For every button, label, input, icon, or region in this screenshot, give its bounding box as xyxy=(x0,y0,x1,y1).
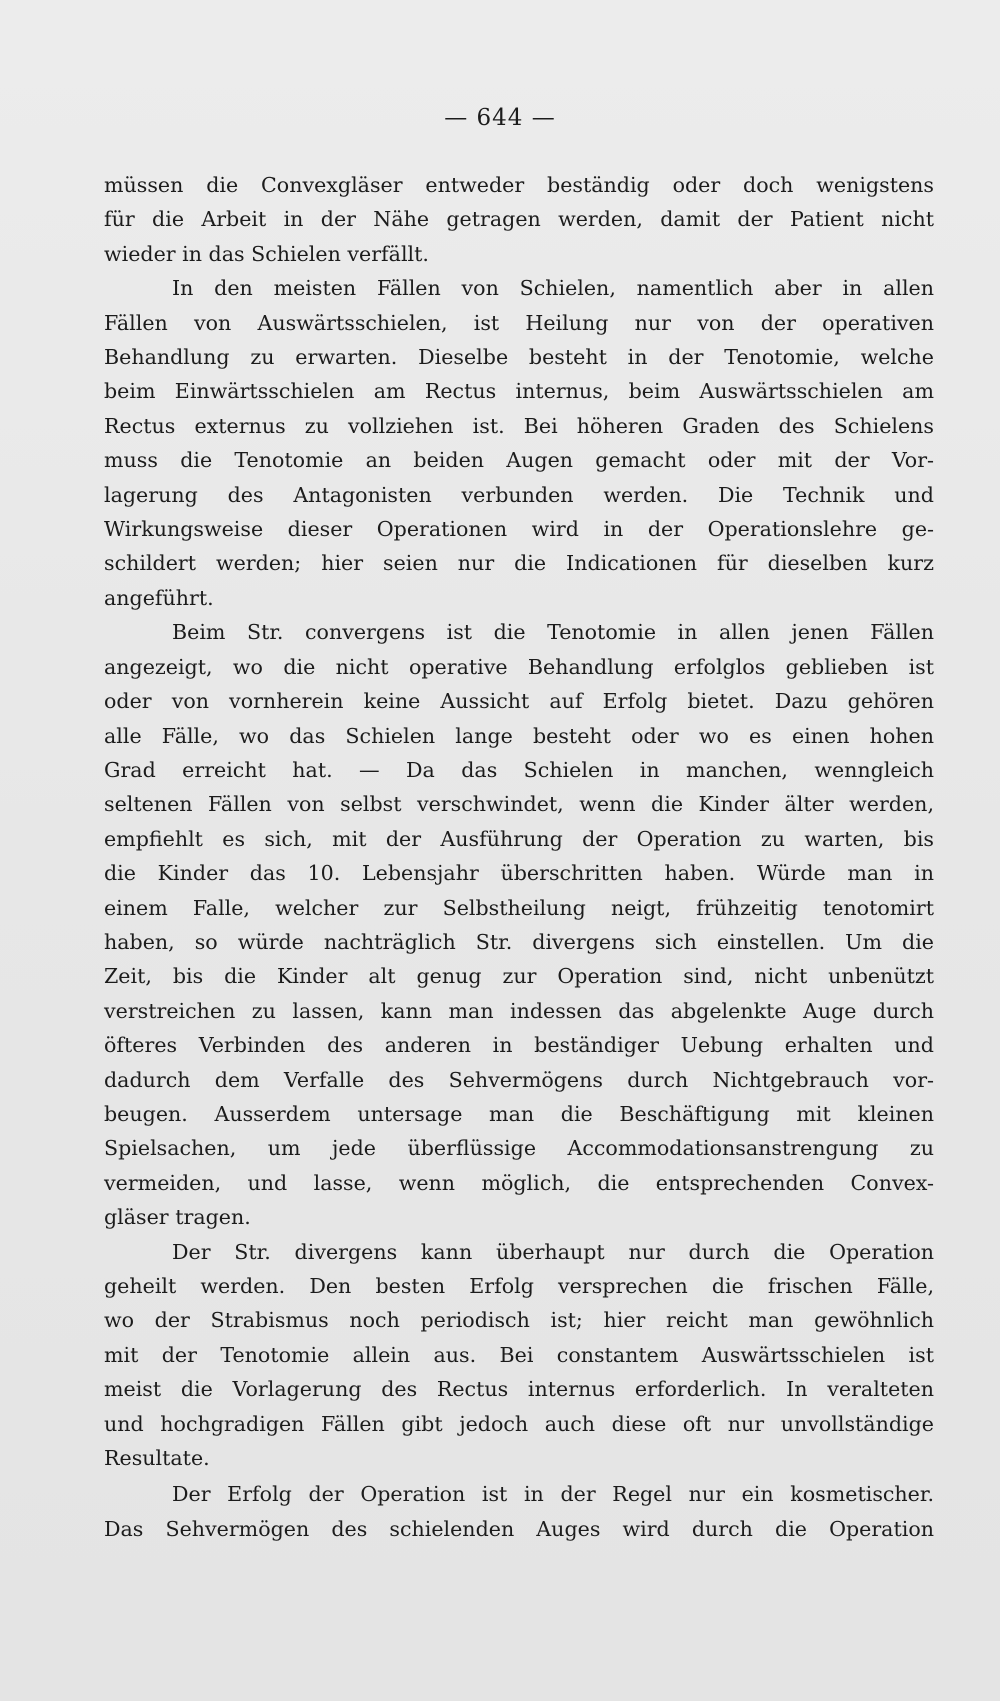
text-line: seltenen Fällen von selbst verschwindet, wenn die Kinder älter werden, xyxy=(104,792,934,817)
page-number: — 644 — xyxy=(444,105,556,131)
text-line: Behandlung zu erwarten. Dieselbe besteht in der Tenotomie, welche xyxy=(104,345,934,370)
paragraph xyxy=(104,271,934,615)
text-line: einem Falle, welcher zur Selbstheilung neigt, frühzeitig tenotomirt xyxy=(104,895,934,920)
text-line: angeführt. xyxy=(104,585,214,610)
text-line: Beim Str. convergens ist die Tenotomie in allen jenen Fällen xyxy=(172,620,934,645)
text-line: oder von vornherein keine Aussicht auf Erfolg bietet. Dazu gehören xyxy=(104,689,934,714)
text-line: Rectus externus zu vollziehen ist. Bei höheren Graden des Schielens xyxy=(104,413,934,438)
text-line: muss die Tenotomie an beiden Augen gemacht oder mit der Vor- xyxy=(104,448,934,473)
text-line: und hochgradigen Fällen gibt jedoch auch diese oft nur unvollständige xyxy=(104,1411,934,1436)
text-line: meist die Vorlagerung des Rectus internus erforderlich. In veralteten xyxy=(104,1377,934,1402)
text-line: alle Fälle, wo das Schielen lange besteht oder wo es einen hohen xyxy=(104,723,934,748)
text-line: schildert werden; hier seien nur die Indicationen für dieselben kurz xyxy=(104,551,934,576)
text-line: Der Str. divergens kann überhaupt nur durch die Operation xyxy=(172,1239,934,1264)
text-line: In den meisten Fällen von Schielen, namentlich aber in allen xyxy=(172,276,934,301)
text-body xyxy=(104,168,934,1546)
text-line: Fällen von Auswärtsschielen, ist Heilung nur von der operativen xyxy=(104,310,934,335)
text-line: Grad erreicht hat. — Da das Schielen in manchen, wenngleich xyxy=(104,757,934,782)
text-line: angezeigt, wo die nicht operative Behandlung erfolglos geblieben ist xyxy=(104,654,934,679)
text-line: Spielsachen, um jede überflüssige Accommodationsanstrengung zu xyxy=(104,1136,934,1161)
paragraph xyxy=(104,1477,934,1546)
text-line: Das Sehvermögen des schielenden Auges wird durch die Operation xyxy=(104,1516,934,1541)
paragraph xyxy=(104,168,934,271)
text-line: beugen. Ausserdem untersage man die Beschäftigung mit kleinen xyxy=(104,1101,934,1126)
paragraph xyxy=(104,615,934,1234)
text-line: beim Einwärtsschielen am Rectus internus, beim Auswärtsschielen am xyxy=(104,379,934,404)
text-line: empfiehlt es sich, mit der Ausführung der Operation zu warten, bis xyxy=(104,826,934,851)
text-line: die Kinder das 10. Lebensjahr überschritten haben. Würde man in xyxy=(104,861,934,886)
text-line: mit der Tenotomie allein aus. Bei constantem Auswärtsschielen ist xyxy=(104,1342,934,1367)
text-line: verstreichen zu lassen, kann man indessen das abgelenkte Auge durch xyxy=(104,998,934,1023)
text-line: geheilt werden. Den besten Erfolg versprechen die frischen Fälle, xyxy=(104,1274,934,1298)
text-line: lagerung des Antagonisten verbunden werden. Die Technik und xyxy=(104,482,934,507)
text-line: vermeiden, und lasse, wenn möglich, die entsprechenden Convex- xyxy=(104,1170,934,1195)
text-line: müssen die Convexgläser entweder beständig oder doch wenigstens xyxy=(104,173,934,197)
text-line: Resultate. xyxy=(104,1446,210,1471)
text-line: dadurch dem Verfalle des Sehvermögens durch Nichtgebrauch vor- xyxy=(104,1067,934,1092)
text-line: gläser tragen. xyxy=(104,1205,251,1230)
text-line: wo der Strabismus noch periodisch ist; hier reicht man gewöhnlich xyxy=(104,1308,934,1333)
text-line: Zeit, bis die Kinder alt genug zur Operation sind, nicht unbenützt xyxy=(104,964,934,989)
text-line: öfteres Verbinden des anderen in beständiger Uebung erhalten und xyxy=(104,1033,934,1058)
text-line: wieder in das Schielen verfällt. xyxy=(104,241,429,266)
text-line: Der Erfolg der Operation ist in der Regel nur ein kosmetischer. xyxy=(172,1482,934,1507)
text-line: für die Arbeit in der Nähe getragen werden, damit der Patient nicht xyxy=(104,207,934,232)
text-line: haben, so würde nachträglich Str. divergens sich einstellen. Um die xyxy=(104,929,934,954)
text-line: Wirkungsweise dieser Operationen wird in der Operationslehre ge- xyxy=(104,517,934,542)
paragraph xyxy=(104,1235,934,1476)
